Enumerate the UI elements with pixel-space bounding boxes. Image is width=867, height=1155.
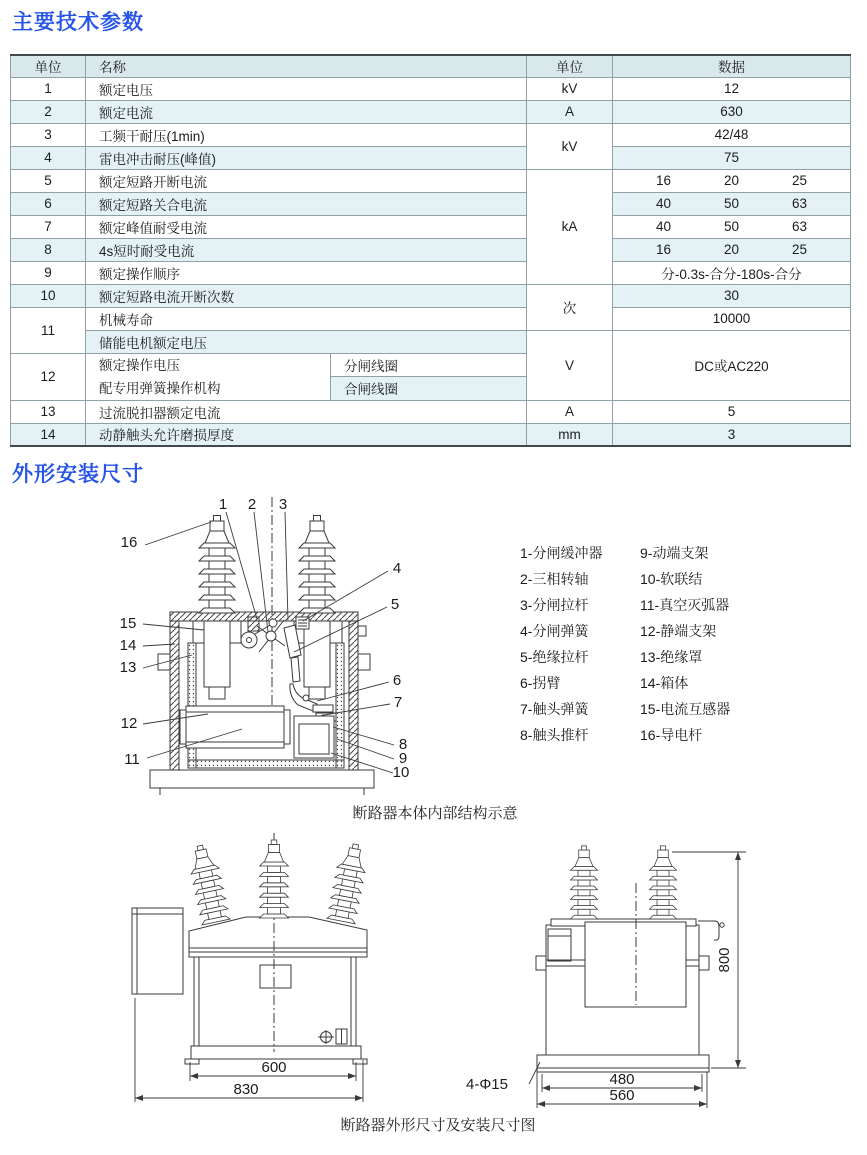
dim-holes-label: 4-Φ15 <box>466 1076 508 1093</box>
dim-600-label: 600 <box>261 1059 287 1076</box>
cell-name: 机械寿命 <box>86 307 527 330</box>
parts-item: 10-软联结 <box>640 571 703 587</box>
callout-4: 4 <box>392 560 402 577</box>
cell-subcoil: 合闸线圈 <box>331 377 527 401</box>
cell-no-11-span: 11 <box>11 307 86 353</box>
cell-unit: A <box>527 400 613 423</box>
value: 63 <box>791 219 808 234</box>
cell-no: 13 <box>11 400 86 423</box>
cell-data: 分-0.3s-合分-180s-合分 <box>613 261 851 284</box>
callout-3: 3 <box>278 496 288 513</box>
cell-name: 额定电压 <box>86 77 527 100</box>
cell-no: 6 <box>11 192 86 215</box>
insulator-left <box>199 516 235 614</box>
callout-13: 13 <box>119 659 137 676</box>
header-unit: 单位 <box>527 55 613 77</box>
dim-560-label: 560 <box>609 1087 635 1104</box>
cell-no: 3 <box>11 123 86 146</box>
cell-no: 9 <box>11 261 86 284</box>
header-name: 名称 <box>86 55 527 77</box>
figure-internal-drawing <box>120 496 410 795</box>
cell-data: 12 <box>613 77 851 100</box>
value: 25 <box>791 173 808 188</box>
breaker-body-side <box>536 883 724 1072</box>
parts-item: 1-分闸缓冲器 <box>520 545 603 561</box>
callout-2: 2 <box>247 496 257 513</box>
cell-unit-v-span: V <box>527 330 613 400</box>
cell-name: 额定短路关合电流 <box>86 192 527 215</box>
value: 25 <box>791 242 808 257</box>
parts-item: 9-动端支架 <box>640 545 709 561</box>
cell-unit-kv-span: kV <box>527 123 613 169</box>
name-line: 配专用弹簧操作机构 <box>99 380 221 396</box>
callout-10: 10 <box>392 764 410 781</box>
callout-15: 15 <box>119 615 137 632</box>
callout-14: 14 <box>119 637 137 654</box>
value: 63 <box>791 196 808 211</box>
breaker-body-front <box>185 917 367 1064</box>
parts-item: 7-触头弹簧 <box>520 701 589 717</box>
insulator-right <box>299 516 335 614</box>
cell-unit: A <box>527 100 613 123</box>
dim-800-label: 800 <box>716 947 733 973</box>
parts-item: 2-三相转轴 <box>520 571 589 587</box>
figure-internal-caption: 断路器本体内部结构示意 <box>352 805 518 822</box>
cell-data: 5 <box>613 400 851 423</box>
cell-name: 储能电机额定电压 <box>86 330 527 353</box>
value: 16 <box>655 173 672 188</box>
cell-no: 5 <box>11 169 86 192</box>
cell-name: 额定操作顺序 <box>86 261 527 284</box>
cell-name: 过流脱扣器额定电流 <box>86 400 527 423</box>
cell-name: 动静触头允许磨损厚度 <box>86 423 527 446</box>
cell-name: 额定电流 <box>86 100 527 123</box>
cell-no: 2 <box>11 100 86 123</box>
section-title-outline: 外形安装尺寸 <box>12 463 144 486</box>
cell-name: 额定峰值耐受电流 <box>86 215 527 238</box>
insulator-right-front <box>327 842 370 924</box>
vacuum-interrupter <box>180 706 290 748</box>
dim-480-label: 480 <box>609 1071 635 1088</box>
cell-no-12-span: 12 <box>11 353 86 400</box>
callout-6: 6 <box>392 672 402 689</box>
parts-item: 4-分闸弹簧 <box>520 623 589 639</box>
parts-item: 6-拐臂 <box>520 675 561 691</box>
header-data: 数据 <box>613 55 851 77</box>
value: 20 <box>723 173 740 188</box>
cell-no: 7 <box>11 215 86 238</box>
cell-data: 30 <box>613 284 851 307</box>
insulator-rear-side <box>650 846 677 919</box>
cell-data: 3 <box>613 423 851 446</box>
value: 20 <box>723 242 740 257</box>
callout-8: 8 <box>398 736 408 753</box>
cell-name: 额定短路电流开断次数 <box>86 284 527 307</box>
cell-data-dcac-span: DC或AC220 <box>613 330 851 400</box>
insulator-center-front <box>260 840 289 918</box>
parts-list-left-column <box>520 540 602 748</box>
cell-unit: kV <box>527 77 613 100</box>
insulator-front-side <box>571 846 598 919</box>
cell-no: 14 <box>11 423 86 446</box>
parts-item: 14-箱体 <box>640 675 689 691</box>
cell-name: 雷电冲击耐压(峰值) <box>86 146 527 169</box>
lower-right-box <box>294 716 334 758</box>
cell-no: 10 <box>11 284 86 307</box>
value: 40 <box>655 219 672 234</box>
cell-no: 4 <box>11 146 86 169</box>
header-no: 单位 <box>11 55 86 77</box>
cell-no: 8 <box>11 238 86 261</box>
insulator-left-front <box>186 843 230 925</box>
parts-item: 15-电流互感器 <box>640 701 731 717</box>
figure-side-view <box>466 846 746 1108</box>
cell-name: 工频干耐压(1min) <box>86 123 527 146</box>
name-line: 额定操作电压 <box>99 357 180 373</box>
breaker-base <box>150 770 374 795</box>
mechanism-cabinet <box>132 908 183 994</box>
callout-1: 1 <box>218 496 228 513</box>
parts-item: 12-静端支架 <box>640 623 717 639</box>
parts-item: 5-绝缘拉杆 <box>520 649 589 665</box>
value: 16 <box>655 242 672 257</box>
value: 50 <box>723 219 740 234</box>
cell-data: 75 <box>613 146 851 169</box>
cell-data: 10000 <box>613 307 851 330</box>
cell-unit-ka-span: kA <box>527 169 613 284</box>
callout-12: 12 <box>120 715 138 732</box>
parts-item: 13-绝缘罩 <box>640 649 703 665</box>
cell-no: 1 <box>11 77 86 100</box>
parts-item: 3-分闸拉杆 <box>520 597 589 613</box>
callout-11: 11 <box>124 751 140 768</box>
value: 50 <box>723 196 740 211</box>
callout-16: 16 <box>120 534 138 551</box>
parts-item: 16-导电杆 <box>640 727 703 743</box>
cell-data: 42/48 <box>613 123 851 146</box>
cell-subcoil: 分闸线圈 <box>331 353 527 377</box>
cell-unit: mm <box>527 423 613 446</box>
cell-name: 4s短时耐受电流 <box>86 238 527 261</box>
cell-name: 额定短路开断电流 <box>86 169 527 192</box>
figure-front-view <box>132 833 370 1102</box>
section-title-parameters: 主要技术参数 <box>12 11 144 34</box>
value: 40 <box>655 196 672 211</box>
callout-9: 9 <box>398 750 408 767</box>
parts-item: 8-触头推杆 <box>520 727 589 743</box>
figure-outline-caption: 断路器外形尺寸及安装尺寸图 <box>340 1117 536 1134</box>
parts-list-right-column <box>640 540 730 748</box>
callout-5: 5 <box>390 596 400 613</box>
cell-data: 630 <box>613 100 851 123</box>
callout-7: 7 <box>393 694 403 711</box>
parts-item: 11-真空灭弧器 <box>640 597 730 613</box>
dim-830-label: 830 <box>233 1081 259 1098</box>
cell-unit-ci-span: 次 <box>527 284 613 330</box>
